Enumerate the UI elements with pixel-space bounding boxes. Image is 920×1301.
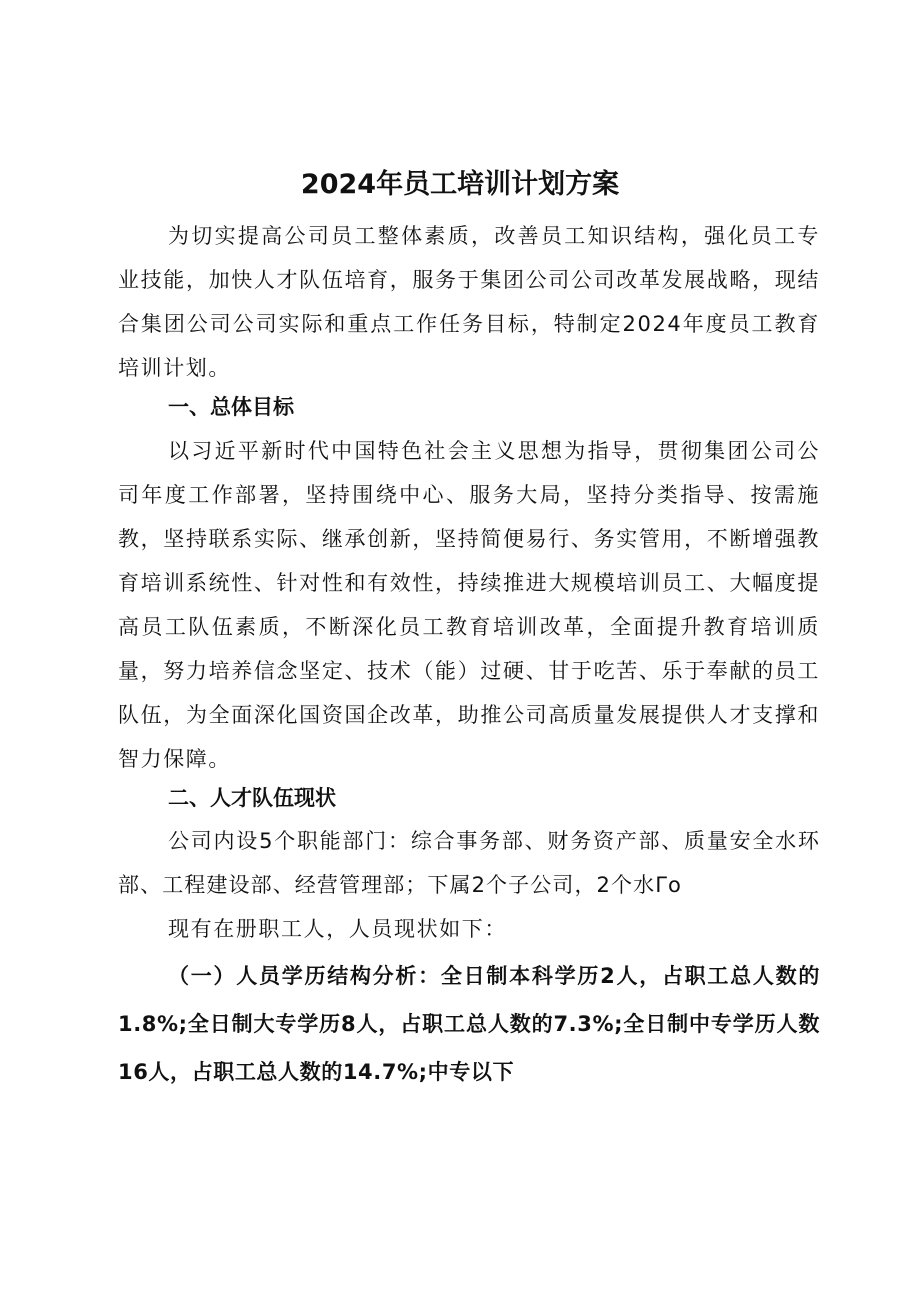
section-heading-overall-goal: 一、总体目标 — [168, 395, 294, 419]
document-title: 2024年员工培训计划方案 — [300, 169, 620, 200]
section-heading-talent-status: 二、人才队伍现状 — [168, 786, 336, 810]
staff-status-paragraph: 现有在册职工人，人员现状如下： — [168, 917, 507, 941]
overall-goal-paragraph: 以习近平新时代中国特色社会主义思想为指导，贯彻集团公司公司年度工作部署，坚持围绕中心、服务大局，坚持分类指导、按需施教，坚持联系实际、继承创新，坚持简便易行、务实管用，不断增强教育培训系统性、针对性和有效性，持续推进大规模培训员工、大幅度提高员工队伍素质，不断深化员工教育培训改革，全面提升教育培训质量，努力培养信念坚定、技术（能）过硬、甘于吃苦、乐于奉献的员工队伍，为全面深化国资国企改革，助推公司高质量发展提供人才支撑和智力保障。 — [118, 439, 820, 771]
departments-paragraph: 公司内设5个职能部门：综合事务部、财务资产部、质量安全水环部、工程建设部、经营管理部；下属2个子公司，2个水Γo — [118, 829, 820, 897]
education-structure-paragraph: （一）人员学历结构分析：全日制本科学历2人，占职工总人数的1.8%;全日制大专学历8人，占职工总人数的7.3%;全日制中专学历人数16人，占职工总人数的14.7%;中专以下 — [118, 964, 820, 1084]
intro-paragraph: 为切实提高公司员工整体素质，改善员工知识结构，强化员工专业技能，加快人才队伍培育，服务于集团公司公司改革发展战略，现结合集团公司公司实际和重点工作任务目标，特制定2024年度员工教育培训计划。 — [118, 224, 820, 380]
